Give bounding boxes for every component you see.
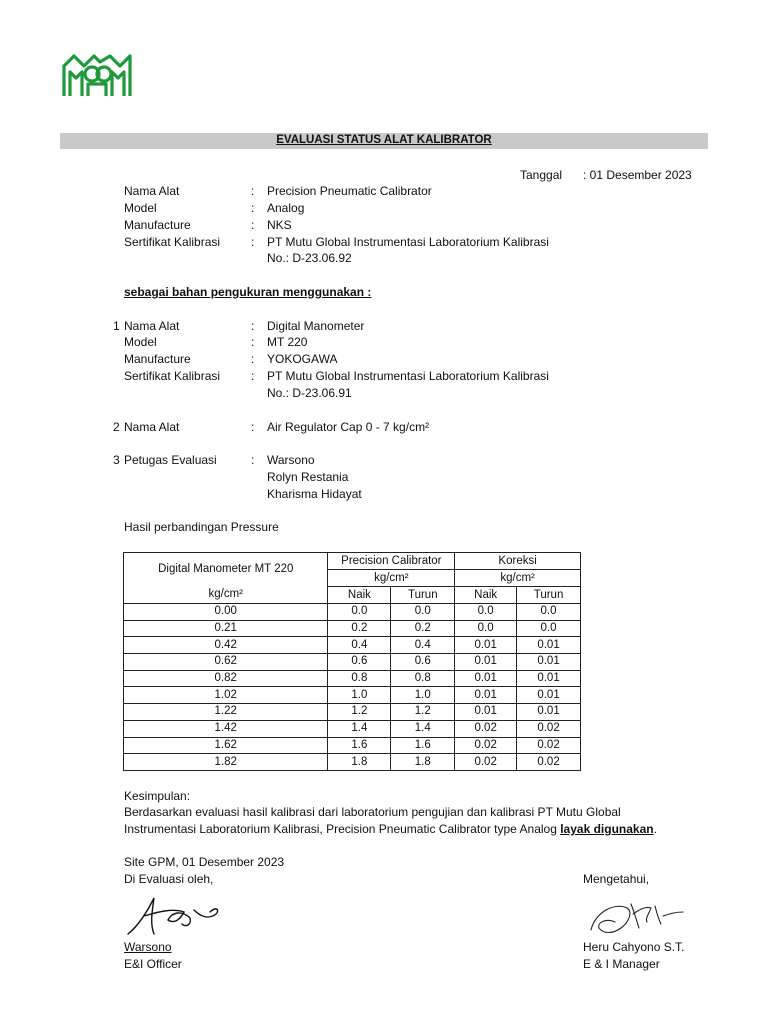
subject-label-1: Model <box>124 201 157 215</box>
table-cell: 0.2 <box>328 620 391 637</box>
subject-sep-0: : <box>251 184 255 198</box>
ref3-sep: : <box>251 453 255 467</box>
table-cell: 1.0 <box>391 687 455 704</box>
table-cell: 1.8 <box>391 754 455 771</box>
table-cell: 1.0 <box>328 687 391 704</box>
sub-naik: Naik <box>328 587 391 604</box>
table-cell: 0.01 <box>455 687 517 704</box>
table-cell: 1.6 <box>391 737 455 754</box>
table-cell: 0.6 <box>328 654 391 671</box>
table-cell: 1.42 <box>124 720 328 737</box>
table-cell: 0.01 <box>517 670 581 687</box>
ref1-sep-2: : <box>251 352 255 366</box>
table-header-row <box>124 553 581 570</box>
table-cell: 1.62 <box>124 737 328 754</box>
table-cell: 0.01 <box>455 704 517 721</box>
table-row <box>124 687 581 704</box>
right-signatory-title: E & I Manager <box>583 957 660 971</box>
left-signatory-name: Warsono <box>124 940 172 954</box>
ref1-cert-no: No.: D-23.06.91 <box>267 386 352 400</box>
table-cell: 0.01 <box>517 687 581 704</box>
ref1-sep-3: : <box>251 369 255 383</box>
table-cell: 0.02 <box>517 720 581 737</box>
table-cell: 1.4 <box>328 720 391 737</box>
subject-value-3: PT Mutu Global Instrumentasi Laboratorium Kalibrasi <box>267 235 549 249</box>
sub-naik: Naik <box>455 587 517 604</box>
conclusion-verdict: layak digunakan <box>560 822 654 836</box>
table-row <box>124 604 581 621</box>
ref3-label: Petugas Evaluasi <box>124 453 217 467</box>
conclusion-period: . <box>653 822 657 836</box>
table-row <box>124 737 581 754</box>
table-row <box>124 654 581 671</box>
table-cell: 1.6 <box>328 737 391 754</box>
table-cell: 1.22 <box>124 704 328 721</box>
title-bar <box>60 133 708 149</box>
table-cell: 0.00 <box>124 604 328 621</box>
table-cell: 0.02 <box>517 737 581 754</box>
date-label: Tanggal <box>520 168 563 182</box>
table-cell: 1.2 <box>328 704 391 721</box>
table-cell: 0.01 <box>517 654 581 671</box>
document-title: EVALUASI STATUS ALAT KALIBRATOR <box>276 134 492 146</box>
table-cell: 0.0 <box>391 604 455 621</box>
subject-cert-no: No.: D-23.06.92 <box>267 251 352 265</box>
conclusion-label: Kesimpulan: <box>124 789 191 803</box>
comparison-title: Hasil perbandingan Pressure <box>124 520 279 534</box>
table-cell: 0.62 <box>124 654 328 671</box>
subject-value-1: Analog <box>267 201 305 215</box>
table-cell: 0.0 <box>517 620 581 637</box>
table-cell: 1.2 <box>391 704 455 721</box>
table-cell: 0.8 <box>328 670 391 687</box>
table-cell: 0.0 <box>328 604 391 621</box>
table-cell: 0.01 <box>455 654 517 671</box>
conclusion-line-2 <box>124 823 657 835</box>
ref2-label: Nama Alat <box>124 420 180 434</box>
subject-sep-1: : <box>251 201 255 215</box>
subject-value-0: Precision Pneumatic Calibrator <box>267 184 432 198</box>
evaluator-name: Warsono <box>267 453 315 467</box>
table-cell: 0.82 <box>124 670 328 687</box>
ref1-value-3: PT Mutu Global Instrumentasi Laboratorium Kalibrasi <box>267 369 549 383</box>
table-cell: 0.0 <box>517 604 581 621</box>
table-row <box>124 704 581 721</box>
evaluated-by-label: Di Evaluasi oleh, <box>124 872 214 886</box>
table-cell: 1.02 <box>124 687 328 704</box>
table-cell: 0.02 <box>517 754 581 771</box>
table-cell: 0.21 <box>124 620 328 637</box>
table-cell: 1.4 <box>391 720 455 737</box>
ref1-number: 1 <box>113 319 120 333</box>
table-cell: 0.01 <box>455 637 517 654</box>
right-signatory-name: Heru Cahyono S.T. <box>583 940 685 954</box>
ref1-label-1: Model <box>124 335 157 349</box>
table-cell: 0.01 <box>517 637 581 654</box>
acknowledged-label: Mengetahui, <box>583 872 650 886</box>
conclusion-line-1: Berdasarkan evaluasi hasil kalibrasi dari laboratorium pengujian dan kalibrasi PT Mutu Global <box>124 805 621 819</box>
table-cell: 0.01 <box>455 670 517 687</box>
left-signatory-title: E&I Officer <box>124 957 182 971</box>
col-header-koreksi: Koreksi <box>455 553 581 570</box>
ref2-sep: : <box>251 420 255 434</box>
table-cell: 1.82 <box>124 754 328 771</box>
subject-sep-3: : <box>251 235 255 249</box>
table-cell: 0.02 <box>455 754 517 771</box>
table-row <box>124 620 581 637</box>
table-row <box>124 754 581 771</box>
table-cell: 0.0 <box>455 620 517 637</box>
ref1-sep-1: : <box>251 335 255 349</box>
pressure-comparison-table <box>123 552 581 771</box>
table-row <box>124 720 581 737</box>
col-header-manometer: Digital Manometer MT 220 <box>124 553 328 587</box>
calibrator-unit: kg/cm² <box>328 570 455 587</box>
conclusion-text: Instrumentasi Laboratorium Kalibrasi, Precision Pneumatic Calibrator type Analog <box>124 822 561 836</box>
table-cell: 0.01 <box>517 704 581 721</box>
company-logo <box>62 52 132 98</box>
col-header-calibrator: Precision Calibrator <box>328 553 455 570</box>
evaluator-name: Kharisma Hidayat <box>267 487 362 501</box>
ref1-label-2: Manufacture <box>124 352 191 366</box>
subject-sep-2: : <box>251 218 255 232</box>
subject-label-3: Sertifikat Kalibrasi <box>124 235 221 249</box>
evaluator-name: Rolyn Restania <box>267 470 349 484</box>
table-cell: 0.6 <box>391 654 455 671</box>
sub-turun: Turun <box>517 587 581 604</box>
table-cell: 0.02 <box>455 720 517 737</box>
subject-label-0: Nama Alat <box>124 184 180 198</box>
ref1-value-0: Digital Manometer <box>267 319 365 333</box>
ref1-value-1: MT 220 <box>267 335 308 349</box>
manometer-unit: kg/cm² <box>124 587 328 604</box>
table-cell: 1.8 <box>328 754 391 771</box>
ref1-label-0: Nama Alat <box>124 319 180 333</box>
ref1-sep-0: : <box>251 319 255 333</box>
ref3-number: 3 <box>113 453 120 467</box>
table-cell: 0.0 <box>455 604 517 621</box>
table-subheader-row <box>124 587 581 604</box>
sub-turun: Turun <box>391 587 455 604</box>
subject-label-2: Manufacture <box>124 218 191 232</box>
table-cell: 0.4 <box>391 637 455 654</box>
ref1-value-2: YOKOGAWA <box>267 352 338 366</box>
date-value: : 01 Desember 2023 <box>583 168 692 182</box>
table-cell: 0.42 <box>124 637 328 654</box>
table-cell: 0.4 <box>328 637 391 654</box>
ref1-label-3: Sertifikat Kalibrasi <box>124 369 221 383</box>
right-signature <box>585 888 691 940</box>
left-signature <box>124 890 228 940</box>
section-heading: sebagai bahan pengukuran menggunakan : <box>124 285 372 299</box>
koreksi-unit: kg/cm² <box>455 570 581 587</box>
place-date: Site GPM, 01 Desember 2023 <box>124 855 285 869</box>
ref2-value: Air Regulator Cap 0 - 7 kg/cm² <box>267 420 430 434</box>
table-row <box>124 637 581 654</box>
ref2-number: 2 <box>113 420 120 434</box>
subject-value-2: NKS <box>267 218 292 232</box>
table-cell: 0.2 <box>391 620 455 637</box>
table-row <box>124 670 581 687</box>
table-cell: 0.02 <box>455 737 517 754</box>
table-cell: 0.8 <box>391 670 455 687</box>
